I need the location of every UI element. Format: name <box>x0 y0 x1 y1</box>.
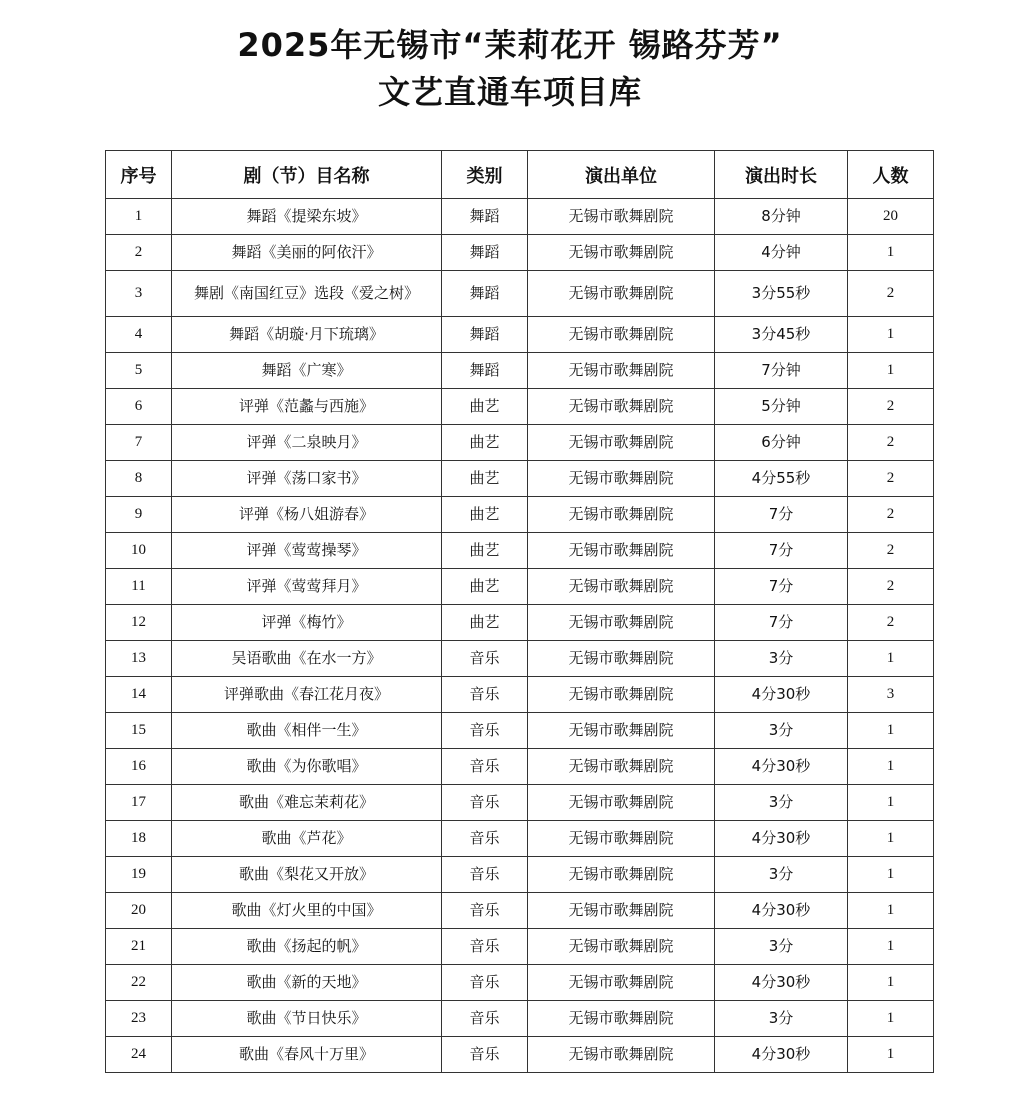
cell-name: 歌曲《扬起的帆》 <box>172 929 442 965</box>
cell-unit: 无锡市歌舞剧院 <box>528 425 715 461</box>
header-unit: 演出单位 <box>528 151 715 199</box>
cell-name: 歌曲《芦花》 <box>172 821 442 857</box>
cell-unit: 无锡市歌舞剧院 <box>528 929 715 965</box>
table-row <box>106 271 934 317</box>
cell-name: 舞蹈《提梁东坡》 <box>172 199 442 235</box>
page-title-line2: 文艺直通车项目库 <box>377 73 642 111</box>
cell-unit: 无锡市歌舞剧院 <box>528 713 715 749</box>
cell-duration: 3分 <box>715 641 848 677</box>
cell-people: 1 <box>848 641 934 677</box>
cell-people: 3 <box>848 677 934 713</box>
cell-category: 曲艺 <box>442 425 528 461</box>
cell-people: 2 <box>848 533 934 569</box>
table-row <box>106 235 934 271</box>
table-row <box>106 389 934 425</box>
table-row <box>106 785 934 821</box>
table-row <box>106 317 934 353</box>
cell-duration: 3分 <box>715 1001 848 1037</box>
cell-duration: 4分30秒 <box>715 821 848 857</box>
cell-category: 音乐 <box>442 641 528 677</box>
table-row <box>106 965 934 1001</box>
cell-duration: 4分30秒 <box>715 893 848 929</box>
table-row <box>106 1037 934 1073</box>
cell-name: 舞蹈《广寒》 <box>172 353 442 389</box>
cell-duration: 7分 <box>715 533 848 569</box>
cell-no: 13 <box>106 641 172 677</box>
cell-no: 14 <box>106 677 172 713</box>
cell-name: 歌曲《春风十万里》 <box>172 1037 442 1073</box>
cell-people: 1 <box>848 713 934 749</box>
cell-category: 舞蹈 <box>442 271 528 317</box>
table-row <box>106 199 934 235</box>
cell-unit: 无锡市歌舞剧院 <box>528 533 715 569</box>
cell-no: 5 <box>106 353 172 389</box>
cell-category: 曲艺 <box>442 389 528 425</box>
cell-name: 评弹《梅竹》 <box>172 605 442 641</box>
cell-people: 2 <box>848 605 934 641</box>
cell-category: 曲艺 <box>442 533 528 569</box>
cell-unit: 无锡市歌舞剧院 <box>528 749 715 785</box>
cell-unit: 无锡市歌舞剧院 <box>528 785 715 821</box>
cell-duration: 7分钟 <box>715 353 848 389</box>
cell-people: 1 <box>848 965 934 1001</box>
cell-category: 舞蹈 <box>442 235 528 271</box>
cell-unit: 无锡市歌舞剧院 <box>528 271 715 317</box>
table-row <box>106 677 934 713</box>
cell-people: 20 <box>848 199 934 235</box>
cell-people: 1 <box>848 235 934 271</box>
table-body <box>106 199 934 1073</box>
cell-no: 6 <box>106 389 172 425</box>
table-row <box>106 461 934 497</box>
cell-name: 评弹《莺莺拜月》 <box>172 569 442 605</box>
cell-unit: 无锡市歌舞剧院 <box>528 461 715 497</box>
cell-no: 1 <box>106 199 172 235</box>
cell-unit: 无锡市歌舞剧院 <box>528 497 715 533</box>
cell-duration: 3分 <box>715 713 848 749</box>
cell-people: 2 <box>848 461 934 497</box>
cell-name: 歌曲《新的天地》 <box>172 965 442 1001</box>
cell-duration: 3分45秒 <box>715 317 848 353</box>
cell-people: 1 <box>848 785 934 821</box>
cell-no: 2 <box>106 235 172 271</box>
cell-no: 22 <box>106 965 172 1001</box>
cell-category: 音乐 <box>442 713 528 749</box>
cell-name: 歌曲《节日快乐》 <box>172 1001 442 1037</box>
cell-no: 3 <box>106 271 172 317</box>
cell-category: 曲艺 <box>442 605 528 641</box>
cell-no: 18 <box>106 821 172 857</box>
program-table <box>105 150 934 1073</box>
cell-category: 音乐 <box>442 857 528 893</box>
cell-category: 舞蹈 <box>442 199 528 235</box>
cell-category: 音乐 <box>442 785 528 821</box>
cell-name: 歌曲《梨花又开放》 <box>172 857 442 893</box>
cell-duration: 5分钟 <box>715 389 848 425</box>
cell-unit: 无锡市歌舞剧院 <box>528 199 715 235</box>
page-title-line1: 2025年无锡市“茉莉花开 锡路芬芳” <box>237 26 783 64</box>
cell-name: 歌曲《相伴一生》 <box>172 713 442 749</box>
table-row <box>106 857 934 893</box>
table-row <box>106 533 934 569</box>
cell-unit: 无锡市歌舞剧院 <box>528 605 715 641</box>
table-header-row <box>106 151 934 199</box>
table-row <box>106 929 934 965</box>
header-duration: 演出时长 <box>715 151 848 199</box>
cell-name: 歌曲《灯火里的中国》 <box>172 893 442 929</box>
cell-no: 17 <box>106 785 172 821</box>
cell-people: 2 <box>848 497 934 533</box>
cell-name: 评弹《荡口家书》 <box>172 461 442 497</box>
cell-unit: 无锡市歌舞剧院 <box>528 235 715 271</box>
table-row <box>106 821 934 857</box>
cell-name: 评弹《莺莺操琴》 <box>172 533 442 569</box>
cell-no: 15 <box>106 713 172 749</box>
cell-category: 音乐 <box>442 965 528 1001</box>
cell-duration: 3分 <box>715 929 848 965</box>
table-row <box>106 353 934 389</box>
cell-people: 1 <box>848 1001 934 1037</box>
header-no: 序号 <box>106 151 172 199</box>
cell-duration: 4分30秒 <box>715 749 848 785</box>
cell-category: 曲艺 <box>442 569 528 605</box>
cell-category: 音乐 <box>442 749 528 785</box>
cell-duration: 3分55秒 <box>715 271 848 317</box>
cell-people: 1 <box>848 353 934 389</box>
cell-unit: 无锡市歌舞剧院 <box>528 821 715 857</box>
cell-name: 评弹《杨八姐游春》 <box>172 497 442 533</box>
cell-duration: 4分55秒 <box>715 461 848 497</box>
cell-people: 2 <box>848 425 934 461</box>
cell-no: 21 <box>106 929 172 965</box>
cell-unit: 无锡市歌舞剧院 <box>528 1037 715 1073</box>
cell-no: 19 <box>106 857 172 893</box>
cell-category: 音乐 <box>442 929 528 965</box>
table-row <box>106 425 934 461</box>
cell-people: 2 <box>848 389 934 425</box>
header-name: 剧（节）目名称 <box>172 151 442 199</box>
cell-unit: 无锡市歌舞剧院 <box>528 389 715 425</box>
cell-name: 舞剧《南国红豆》选段《爱之树》 <box>172 271 442 317</box>
cell-unit: 无锡市歌舞剧院 <box>528 857 715 893</box>
table-row <box>106 893 934 929</box>
cell-no: 7 <box>106 425 172 461</box>
cell-unit: 无锡市歌舞剧院 <box>528 317 715 353</box>
cell-category: 音乐 <box>442 893 528 929</box>
cell-no: 23 <box>106 1001 172 1037</box>
cell-category: 舞蹈 <box>442 317 528 353</box>
cell-unit: 无锡市歌舞剧院 <box>528 677 715 713</box>
cell-duration: 7分 <box>715 497 848 533</box>
cell-people: 1 <box>848 317 934 353</box>
cell-unit: 无锡市歌舞剧院 <box>528 965 715 1001</box>
cell-people: 1 <box>848 1037 934 1073</box>
cell-duration: 4分30秒 <box>715 677 848 713</box>
cell-no: 8 <box>106 461 172 497</box>
cell-duration: 4分30秒 <box>715 1037 848 1073</box>
cell-name: 评弹《范蠡与西施》 <box>172 389 442 425</box>
header-category: 类别 <box>442 151 528 199</box>
cell-people: 1 <box>848 929 934 965</box>
cell-duration: 7分 <box>715 605 848 641</box>
cell-name: 评弹歌曲《春江花月夜》 <box>172 677 442 713</box>
cell-people: 1 <box>848 821 934 857</box>
cell-name: 歌曲《难忘茉莉花》 <box>172 785 442 821</box>
cell-people: 1 <box>848 857 934 893</box>
cell-name: 吴语歌曲《在水一方》 <box>172 641 442 677</box>
cell-unit: 无锡市歌舞剧院 <box>528 641 715 677</box>
cell-no: 10 <box>106 533 172 569</box>
table-row <box>106 713 934 749</box>
cell-duration: 4分钟 <box>715 235 848 271</box>
cell-name: 舞蹈《美丽的阿依汗》 <box>172 235 442 271</box>
cell-name: 歌曲《为你歌唱》 <box>172 749 442 785</box>
cell-category: 曲艺 <box>442 461 528 497</box>
cell-people: 2 <box>848 271 934 317</box>
cell-unit: 无锡市歌舞剧院 <box>528 893 715 929</box>
cell-duration: 8分钟 <box>715 199 848 235</box>
cell-no: 12 <box>106 605 172 641</box>
cell-unit: 无锡市歌舞剧院 <box>528 353 715 389</box>
cell-no: 16 <box>106 749 172 785</box>
cell-name: 评弹《二泉映月》 <box>172 425 442 461</box>
cell-people: 1 <box>848 749 934 785</box>
cell-duration: 3分 <box>715 785 848 821</box>
cell-category: 舞蹈 <box>442 353 528 389</box>
cell-no: 9 <box>106 497 172 533</box>
cell-no: 11 <box>106 569 172 605</box>
table-row <box>106 1001 934 1037</box>
cell-people: 2 <box>848 569 934 605</box>
cell-duration: 3分 <box>715 857 848 893</box>
cell-duration: 6分钟 <box>715 425 848 461</box>
table-row <box>106 749 934 785</box>
cell-people: 1 <box>848 893 934 929</box>
header-people: 人数 <box>848 151 934 199</box>
cell-no: 24 <box>106 1037 172 1073</box>
cell-no: 20 <box>106 893 172 929</box>
cell-category: 音乐 <box>442 821 528 857</box>
cell-category: 音乐 <box>442 1037 528 1073</box>
table-row <box>106 641 934 677</box>
cell-unit: 无锡市歌舞剧院 <box>528 1001 715 1037</box>
cell-name: 舞蹈《胡璇·月下琉璃》 <box>172 317 442 353</box>
cell-no: 4 <box>106 317 172 353</box>
table-row <box>106 605 934 641</box>
cell-duration: 4分30秒 <box>715 965 848 1001</box>
table-row <box>106 569 934 605</box>
cell-category: 音乐 <box>442 677 528 713</box>
cell-duration: 7分 <box>715 569 848 605</box>
table-row <box>106 497 934 533</box>
cell-unit: 无锡市歌舞剧院 <box>528 569 715 605</box>
cell-category: 曲艺 <box>442 497 528 533</box>
cell-category: 音乐 <box>442 1001 528 1037</box>
